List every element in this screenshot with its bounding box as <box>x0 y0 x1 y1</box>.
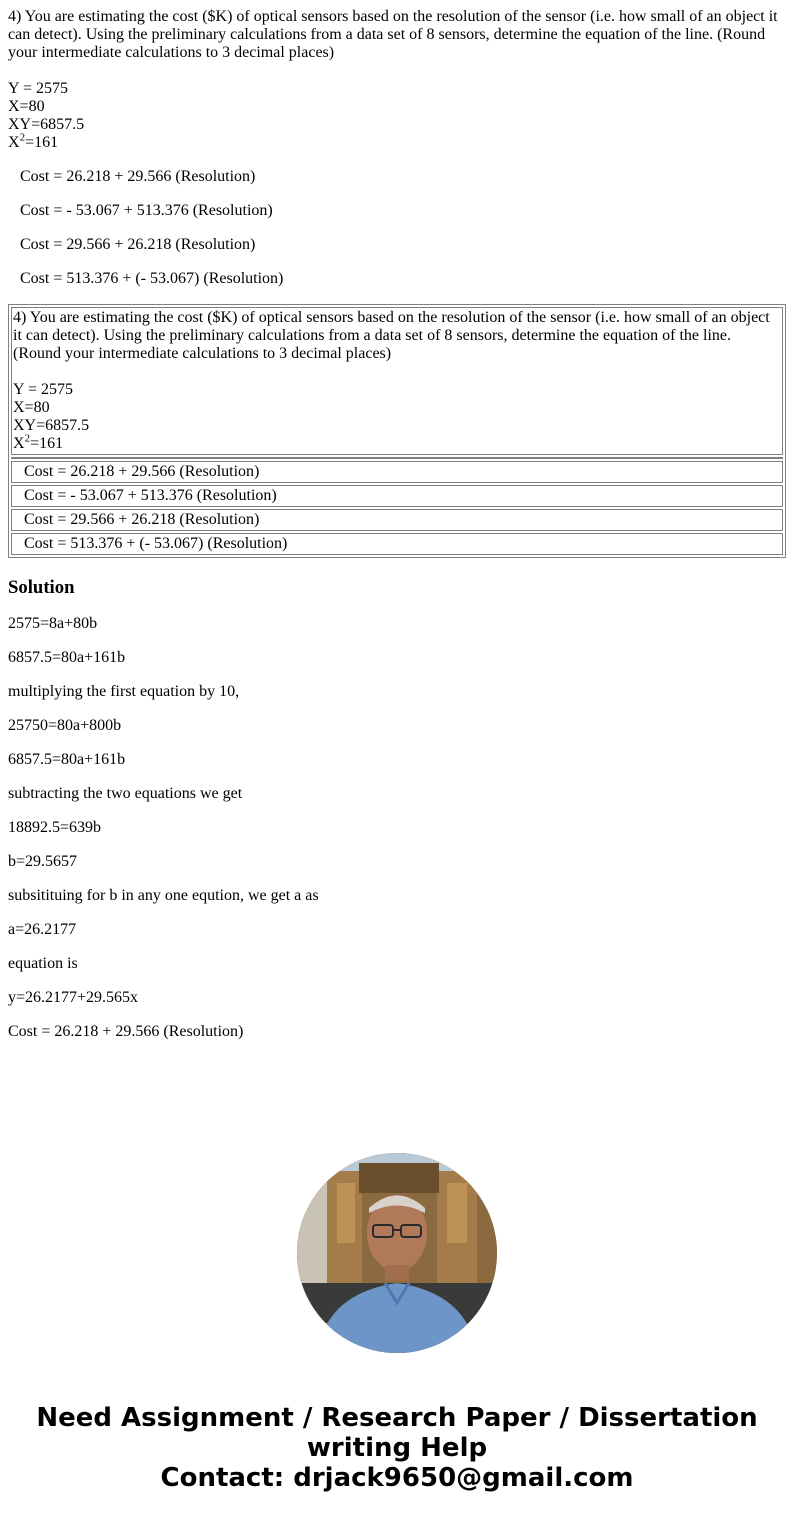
solution-step: 6857.5=80a+161b <box>8 751 126 768</box>
option-2: Cost = - 53.067 + 513.376 (Resolution) <box>20 202 273 219</box>
solution-step: y=26.2177+29.565x <box>8 989 139 1006</box>
option-1: Cost = 26.218 + 29.566 (Resolution) <box>20 168 256 185</box>
solution-step: Cost = 26.218 + 29.566 (Resolution) <box>8 1023 244 1040</box>
author-photo-illustration <box>297 1153 497 1353</box>
given-xy: XY=6857.5 <box>8 116 85 133</box>
solution-step: b=29.5657 <box>8 853 78 870</box>
solution-title: Solution <box>8 577 75 598</box>
table-option-3: Cost = 29.566 + 26.218 (Resolution) <box>11 509 783 531</box>
solution-step: subsitituing for b in any one eqution, we get a as <box>8 887 319 904</box>
table-separator <box>11 457 783 459</box>
option-4: Cost = 513.376 + (- 53.067) (Resolution) <box>20 270 284 287</box>
footer-line-2: writing Help <box>306 1433 488 1463</box>
question-text: 4) You are estimating the cost ($K) of optical sensors based on the resolution of the sensor (i.e. how small of an object it can detect). Using the preliminary calculations from a data set of 8 sensors, determine the equation of the line. (Round your intermediate calculations to 3 decimal places) <box>8 8 778 61</box>
footer-line-3: Contact: drjack9650@gmail.com <box>160 1463 634 1493</box>
footer-line-1: Need Assignment / Research Paper / Dissertation <box>36 1403 758 1433</box>
given-x: X=80 <box>8 98 45 115</box>
author-avatar <box>297 1153 497 1353</box>
solution-step: 25750=80a+800b <box>8 717 122 734</box>
solution-step: equation is <box>8 955 78 972</box>
given-y: Y = 2575 <box>8 80 68 97</box>
solution-step: a=26.2177 <box>8 921 77 938</box>
question-table <box>8 304 786 558</box>
given-x2: $X^2=161$ <box>8 131 59 151</box>
footer-contact <box>0 1403 794 1493</box>
solution-step: multiplying the first equation by 10, <box>8 683 240 700</box>
table-option-4: Cost = 513.376 + (- 53.067) (Resolution) <box>11 533 783 555</box>
solution-step: 6857.5=80a+161b <box>8 649 126 666</box>
solution-steps <box>8 615 786 1041</box>
table-question-cell: 4) You are estimating the cost ($K) of optical sensors based on the resolution of the sensor (i.e. how small of an object it can detect). Using the preliminary calculations from a data set of 8 sensors, determine the equation of the line. (Round your intermediate calculations to 3 decimal places) Y = 2575 X=80 XY=6857.5 $X^2=161$ <box>11 307 783 455</box>
table-option-1: Cost = 26.218 + 29.566 (Resolution) <box>11 461 783 483</box>
table-option-2: Cost = - 53.067 + 513.376 (Resolution) <box>11 485 783 507</box>
option-3: Cost = 29.566 + 26.218 (Resolution) <box>20 236 256 253</box>
solution-step: 2575=8a+80b <box>8 615 98 632</box>
solution-step: subtracting the two equations we get <box>8 785 243 802</box>
solution-step: 18892.5=639b <box>8 819 102 836</box>
